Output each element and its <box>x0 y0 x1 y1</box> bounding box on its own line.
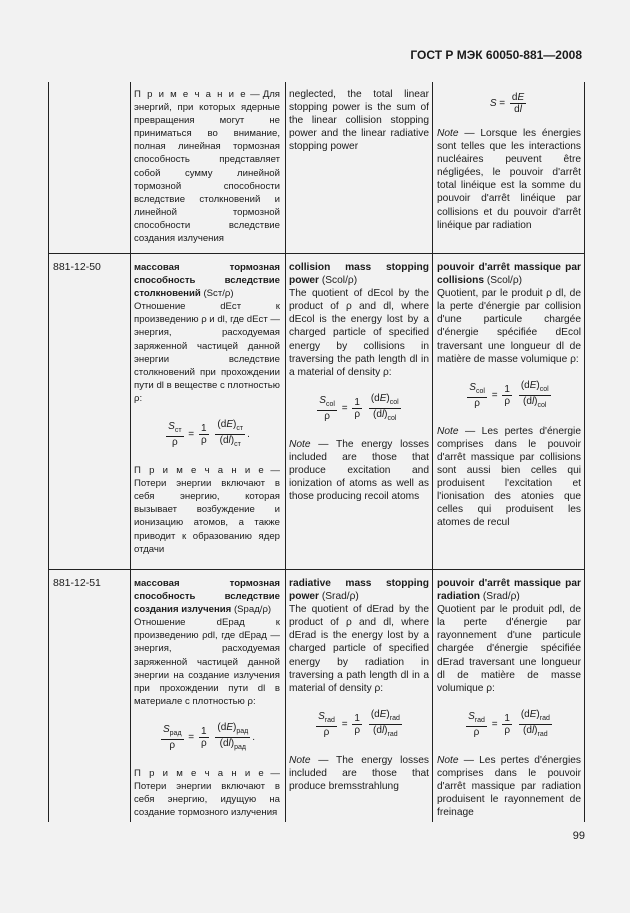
row1-en-term: collision mass stopping power (Scol/ρ) <box>289 262 429 287</box>
row1-ru-note: П р и м е ч а н и е — Потери энергии включают в себя энергию, которая вызывает возбуждение и ионизацию атомов, а также приводит к образованию ядер отдачи <box>134 465 280 555</box>
row1-en-cell <box>289 261 429 503</box>
page-number: 99 <box>572 830 585 842</box>
row1-fr-formula: $\frac{S_{col}}{\rho}$ = $\frac{1}{\rho}$ $\frac{(dE)_{col}}{(dl)_{col}}$ <box>469 379 549 409</box>
row2-ru-term: массовая тормозная способность вследствие создания излучения (Sрад/ρ) <box>134 578 280 616</box>
row2-code: 881-12-51 <box>53 577 101 589</box>
row2-ru-formula: $\frac{S_{рад}}{\rho}$ = $\frac{1}{\rho}$ $\frac{(dE)_{рад}}{(dl)_{рад}}$ . <box>162 721 255 751</box>
row1-fr-note: Note — Les pertes d'énergie comprises dans le pouvoir d'arrêt massique par collisions sont aussi bien celles qui produisent l'excitation et l'ionisation des atonies que celles qui produisent les atomes de recul <box>437 425 581 529</box>
row2-fr-note: Note — Les pertes d'énergies comprises dans le pouvoir d'arrêt massique par radiation produisent le rayonnement de freinage <box>437 754 581 819</box>
row0-ru-cell <box>134 88 280 245</box>
row2-fr-cell <box>437 577 581 819</box>
row1-fr-term: pouvoir d'arrêt massique par collisions (Scol/ρ) <box>437 262 581 287</box>
row2-en-cell <box>289 577 429 793</box>
row1-code: 881-12-50 <box>53 261 101 273</box>
row1-en-definition: The quotient of dEcol by the product of ρ and dl, where dEcol is the energy lost by a charged particle of specified energy by collisions in traversing the path length dl in a material of density ρ: <box>289 288 429 378</box>
standard-header: ГОСТ Р МЭК 60050-881—2008 <box>410 48 582 62</box>
row2-ru-definition: Отношение dEрад к произведению ρdl, где dEрад — энергия, расходуемая заряженной частицей данной энергии на создание излучения при прохождении пути dl в материале с плотностью ρ: <box>134 617 280 707</box>
row1-ru-formula: $\frac{S_{ст}}{\rho}$ = $\frac{1}{\rho}$ $\frac{(dE)_{ст}}{(dl)_{ст}}$ . <box>168 419 250 449</box>
row2-ru-note: П р и м е ч а н и е — Потери энергии включают в себя энергию, идущую на создание тормозного излучения <box>134 767 280 819</box>
row0-fr-formula: S = $\frac{dE}{dl}$ <box>489 92 525 115</box>
row2-fr-term: pouvoir d'arrêt massique par radiation (Srad/ρ) <box>437 578 581 603</box>
row0-en-cell <box>289 88 429 153</box>
row0-ru-note: П р и м е ч а н и е — Для энергий, при которых ядерные превращения могут не приниматься во внимание, полная линейная тормозная способность представляет собой сумму линейной тормозной способности вследствие столкновений и линейной тормозной способности вследствие создания излучения <box>134 89 280 245</box>
row2-en-term: radiative mass stopping power (Srad/ρ) <box>289 578 429 603</box>
row2-fr-formula: $\frac{S_{rad}}{\rho}$ = $\frac{1}{\rho}$ $\frac{(dE)_{rad}}{(dl)_{rad}}$ <box>468 708 550 738</box>
row1-ru-definition: Отношение dEст к произведению ρ и dl, где dEст — энергия, расходуемая заряженной частицей данной энергии вследствие столкновений при прохождении пути dl в веществе с плотностью ρ: <box>134 301 280 404</box>
row1-fr-definition: Quotient, par le produit ρ dl, de la perte d'énergie par collision d'une particule chargée d'énergie spécifiée dEcol traversant une longueur dl de matière de masse volumique ρ: <box>437 288 581 365</box>
row2-en-definition: The quotient of dErad by the product of ρ and dl, where dErad is the energy lost by a charged particle of specified energy by radiation in traversing a path length dl in a material of density ρ: <box>289 604 429 694</box>
terms-table <box>48 82 585 822</box>
row0-fr-note: Note — Lorsque les énergies sont telles que les interactions nucléaires peuvent être négligées, le pouvoir d'arrêt total linéique est la somme du pouvoir d'arrêt linéique par collisions et du pouvoir d'arrêt linéique par radiation <box>437 128 581 231</box>
row2-ru-cell <box>134 577 280 819</box>
row0-en-text: neglected, the total linear stopping power is the sum of the linear collision stopping power and the linear radiative stopping power <box>289 89 429 153</box>
row1-ru-cell <box>134 261 280 556</box>
row1-ru-term: массовая тормозная способность вследствие столкновений (Sст/ρ) <box>134 262 280 300</box>
row0-fr-cell <box>437 88 581 232</box>
row1-en-note: Note — The energy losses included are those that produce excitation and ionization of atoms as well as those producing recoil atoms <box>289 438 429 503</box>
row1-fr-cell <box>437 261 581 530</box>
row2-fr-definition: Quotient par le produit ρdl, de la perte d'énergie par rayonnement d'une particule chargée d'énergie spécifiée dErad traversant une longueur dl de matière de masse volumique ρ: <box>437 604 581 694</box>
row2-en-formula: $\frac{S_{rad}}{\rho}$ = $\frac{1}{\rho}$ $\frac{(dE)_{rad}}{(dl)_{rad}}$ <box>318 708 400 738</box>
row1-en-formula: $\frac{S_{col}}{\rho}$ = $\frac{1}{\rho}$ $\frac{(dE)_{col}}{(dl)_{col}}$ <box>319 392 399 422</box>
row2-en-note: Note — The energy losses included are those that produce bremsstrahlung <box>289 754 429 793</box>
